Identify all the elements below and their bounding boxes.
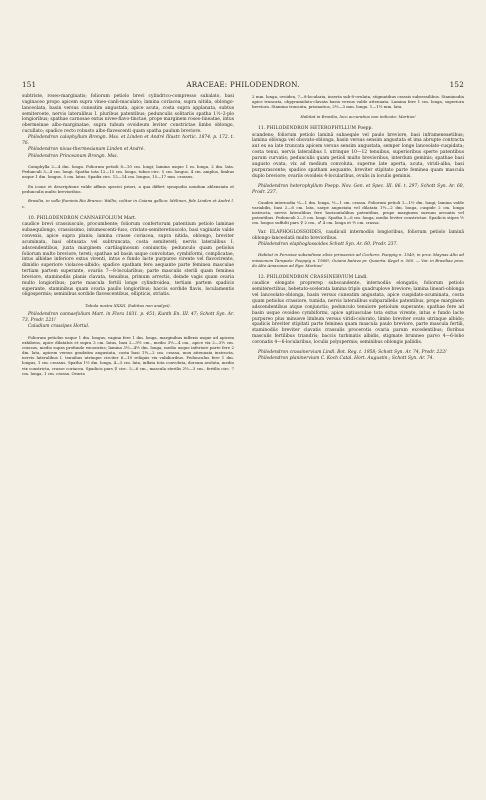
synonym: Philodendron planinervium C. Koch Catal. Hort. Augustin.; Schott Syn. Ar. 74. xyxy=(258,356,434,362)
species-heading xyxy=(252,126,464,132)
note-paragraph: Ex icone et descriptione valde affinis speciei priori, a qua differt synopodio nondum ablensiata et pedunculis multo brevioribus. xyxy=(22,183,234,194)
measurements-paragraph: Caudex internodia ⅛—1 dm. longa, ½—1 cm. crassa. Foliorum petioli 1—1½ dm. longi; lamina valde variabilis, basi 2—6 cm. lata, saepe angustata vel dilatata 1½—2 dm. longa, cuspide 2 cm. longa instructa, nervis lateralibus fere horizontalibus patentibus, prope marginem sursum arcuatis vel patentibus. Pedunculi 2—5 cm. longi. Spatha 5—6 cm. longa, medio leviter constrictae. Spadicis stipes ½ cm. longus suffulti pars ♀ 2 cm., ♂ 4 cm. longa et ½ cm. crassa. xyxy=(252,199,464,226)
species-heading xyxy=(252,275,464,281)
measurements-paragraph: 2 mm. longa, ovoidea, 7—8-locularia, inserta sub-8-ovulata, stigmatibus crassis subsessilibus. Staminodia apice truncata, obpyramidato-clavata basin versus valde attenuata. Lamina fere 1 cm. longa, superiora breviora. Stamina truncata, prismatica, 2½—3 mm. longa. 1—1½ mm. lata. xyxy=(252,94,464,110)
synonym: Philodendron calophyllum Brongn. Mss. et Linden et André Illustr. hortic. 1874. p. 172. t. 76. xyxy=(22,135,234,147)
page-header xyxy=(22,79,464,89)
synonym: Philodendron cannaefolium Mart. in Flora 1831. p. 451; Kunth En. III. 47; Schott Syn. Ar. 73, Prodr. 221! xyxy=(22,312,234,324)
measurements-paragraph: Foliorum petiolus usque 1 dm. longus, vagina fere 1 dm. longa, marginibus inflexis usque ad apicem exhibens, apice dilatatus et supra 3 cm. latus, basi 2—3½ cm., medio 3½—4 cm., apice vix 2—3½ cm. crassus, medio supra profunde excavatus; lamina 3½—4½ dm. longa, medio usque inferiore parte fere 2 dm. lata, apicem versus gradatim angustata, costa basi 1½—2 cm. crassa, mox attenuata instructa, nervis lateralibus I. tenuibus utrinque circiter 6—10 reliquis vix validioribus. Pedunculus fere 1 dm. longus, 1 cm. crassus. Spatha 1½ dm. longa, 4—5 cm. lata, inflata tota convoluta, dorsum avoluta, medio vix constricta, crasse coriacea. Spadicis pars ♀ circ. 5—6 cm., mascula sterilis 2½—3 cm., fertilis circ. 7 cm. longa, 1 cm. crassa. Ovaria xyxy=(22,334,234,376)
synonym: Caladium crassipes Hortul. xyxy=(28,324,90,330)
description-paragraph: caudice elongato proprerep subscandente, internodiis elongatis; foliorum petiolo semiterectibus, hebetato-scelerata lamina triplo quadruplove breviore; lamina lineari-oblonga vel lanceolato-oblonga, basin versus cuneatim angustata, apice cuspidato-acuminata, costa quam petiolus crassiore, tumida, nervis lateralibus subparallelis patentibus, prope marginem adscendentibus atque conjunctis; pedunculo tenuiore petiolum superante; spathae fere ad basin usque ovoideo cymbiformi, apice aptiusculae tota extus virente, intus e fundo lacte purpureo plus minusve limbum versus viridi-colorato, limbo breviter ovato utrinque albido; spadicis breviter stipitati parte feminea quam mascula paulo breviore, parte mascula fertili, staminodiis breviter clavatis crassulis procerotis ovaria parum excedentibus; floribus masculis fertilibus triandris; baccis turbinatis albidis, stigmate brunneo parvo 4—6-lobo coronatis 4—6-locularibus, loculis polyspermis; seminibus oblongis pallidis. xyxy=(252,281,464,345)
description-paragraph: scandens; foliorum petiolo laminâ subaeqale vel paulo breviore, basi inframeneaetibus; lamina oblonga vel obovato-oblonga, basin versus sensim angustata et ima abrupte contracta aut ex ea late truncata apicem versus sensim angustata, semper longe lanceolato-cuspidata; costa tenui, nervis lateralibus I. utrinque 10—12 tenuibus, superioribus sperte patentibus parum curvatis; pedunculis quam petioli multo brevioribus, interdum geminis; spathae basi augusto ovata, vix ad medium convoluta, superne late aperta, acuta, viridi-alba, basi purpurascente; spadice spatham aequante, breviter stipitato parte feminea quam mascula duplo breviore; ovariis ovoideis 4-locularibus, ovulis in loculis geminis. xyxy=(252,132,464,179)
synonym: Philodendron heterophyllum Poepp. Nov. Gen. et Spec. III. 86. t. 297; Schott Syn. Ar. 60, Prodr. 237. xyxy=(252,183,464,195)
species-heading xyxy=(22,216,234,222)
synonym: Philodendron nivus-thermesianum Linden et André. xyxy=(28,147,145,153)
species-number: 11. xyxy=(258,126,266,132)
synonym: Philodendron elaphoglossoides Schott Syn. Ar. 60, Prodr. 237. xyxy=(258,242,398,248)
habitat-note: Brasilia, in valle fluminis Rio Branco: Wallis; colitur in Caiana gallica: Mélinon, fide Linden et André l. c. xyxy=(22,198,234,209)
species-name: PHILODENDRON CRASSINERVIUM xyxy=(266,275,354,281)
description-paragraph: caudice brevi crassiusculo, procumbente; foliorum confertorum patentium petiolo laminae subaequilongo, crassissimo, intumescenti-fuso, cristato-semiteretiuscolo, basi vaginatis valde convexis, apice supra planis; lamina crasse coriacea, supra nitida, oblongo, breviter acuminata, basi obtusata vel subtruncata, costa semiteretl; nervis lateralibus I. adscendentibus, juxta marginem cartilaginosum coniunctis; pedunculo quam petiolus foliorum multo breviore, tereti; spathae ad basin usque convolutae, cymbiformi, complicatae, intus albidae inferiore extus virenti, intus e fundo lacte purpureo virente vel flavovirente, dimidio superiore violaceo-albido; spadice spatham fere aequante parte feminea masculae tertiam partem superante, ovariis 7—8-locularibus; parte masculis sterili quam feminea breviore, staminodiis planis clavata, tenuibus, primum arrectis, deinde vagis quam ovaria multo longioribus; parte mascula fertili longe cylindroidea, tertiam partem spadicis superante, staminibus quam ovaria paullo longioribus; baccis sordide flavis, loculamentis oligospermis; seminibus sordide flavescentibus, ellipticis, striatis. xyxy=(22,222,234,298)
species-author: Poepp. xyxy=(357,126,373,132)
synonym: Philodendron Princeanum Brongn. Mss. xyxy=(28,153,118,159)
plate-reference: Tabula nostra XXXII. (habitus non analysi). xyxy=(85,302,171,308)
page-number-left: 151 xyxy=(22,80,37,89)
species-number: 10. xyxy=(28,216,36,222)
description-paragraph: subtriste, roseo-marginatis; foliorum petiolo brevi cylindrico-compresso subalato, basi vaginaceo propo apicem supra vineo-canli-maculato; lamina coriacea, supra nitida, oblongo-lanceolata, basin versus cuneatim angustata, apice acuta, costa supra applanata, subtus semiteroete, nervis lateralibus I. pluribus patentibus; pedunculis solitariis spatha 1½–2-plo longioribus; spathae carnosae extus nivee-flavo-tinctae, prope marginem roseo-lineatae, intus obermeinae albo-marginatae, supra tubum ovoideum leviter constrictae limbo oblongo, cucullato; spadice recto robusto albo-flavescenti quam spatha paulum breviore. xyxy=(22,94,234,135)
species-number: 12. xyxy=(258,275,266,281)
running-title: ARACEAE: PHILODENDRON. xyxy=(186,80,300,89)
synonym: Philodendron crassinervium Lindl. Bot. Reg. t. 1958; Schott Syn. Ar. 74, Prodr. 222! xyxy=(258,350,447,356)
species-author: Lindl. xyxy=(354,275,368,281)
species-name: PHILODENDRON CANNAEFOLIUM xyxy=(36,216,123,222)
variety-paragraph: Var. ELAPHOGLOSSOIDES, caudiculi internodiis longioribus, foliorum petiolo laminâ oblongo-lanceolatâ multo brevioribus. xyxy=(252,230,464,241)
measurements-paragraph: Cataphylla 2—4 dm. longa. Foliorum petioli 8—10 cm. longi; lamina usque 1 m. longa, 2 dm. lata. Pedunculi 3—4 cm. longi. Spatha tota 12—15 cm. longa, tubus circ. 5 cm. longus, 4 cm. amplus, limbus usque 1 dm. longus, 5 cm. latus. Spadix circ. 12—14 cm. longus, 15—17 mm. crassus. xyxy=(22,163,234,180)
habitat-note: Habitat in Brasilia, loco accuratius non indicato: Martius! xyxy=(300,113,416,119)
page-number-right: 152 xyxy=(449,80,464,89)
left-column xyxy=(22,94,234,376)
species-author: Mart. xyxy=(123,216,137,222)
species-name: PHILODENDRON HETEROPHYLLUM xyxy=(266,126,357,132)
right-column xyxy=(252,94,464,363)
habitat-note: Habitat in Peruviae subandinae silvis primaeviis ad Cochero: Poeppig n. 1540; in prov. Maynas Alto ad missionem Tarapoto: Poeppig n. 1968!; Guiana batava pr. Quaerta: Kegel n. 560. — Var. in Brasiliae prov. do Alto Amazonas ad Ega: Martius! xyxy=(252,252,464,268)
